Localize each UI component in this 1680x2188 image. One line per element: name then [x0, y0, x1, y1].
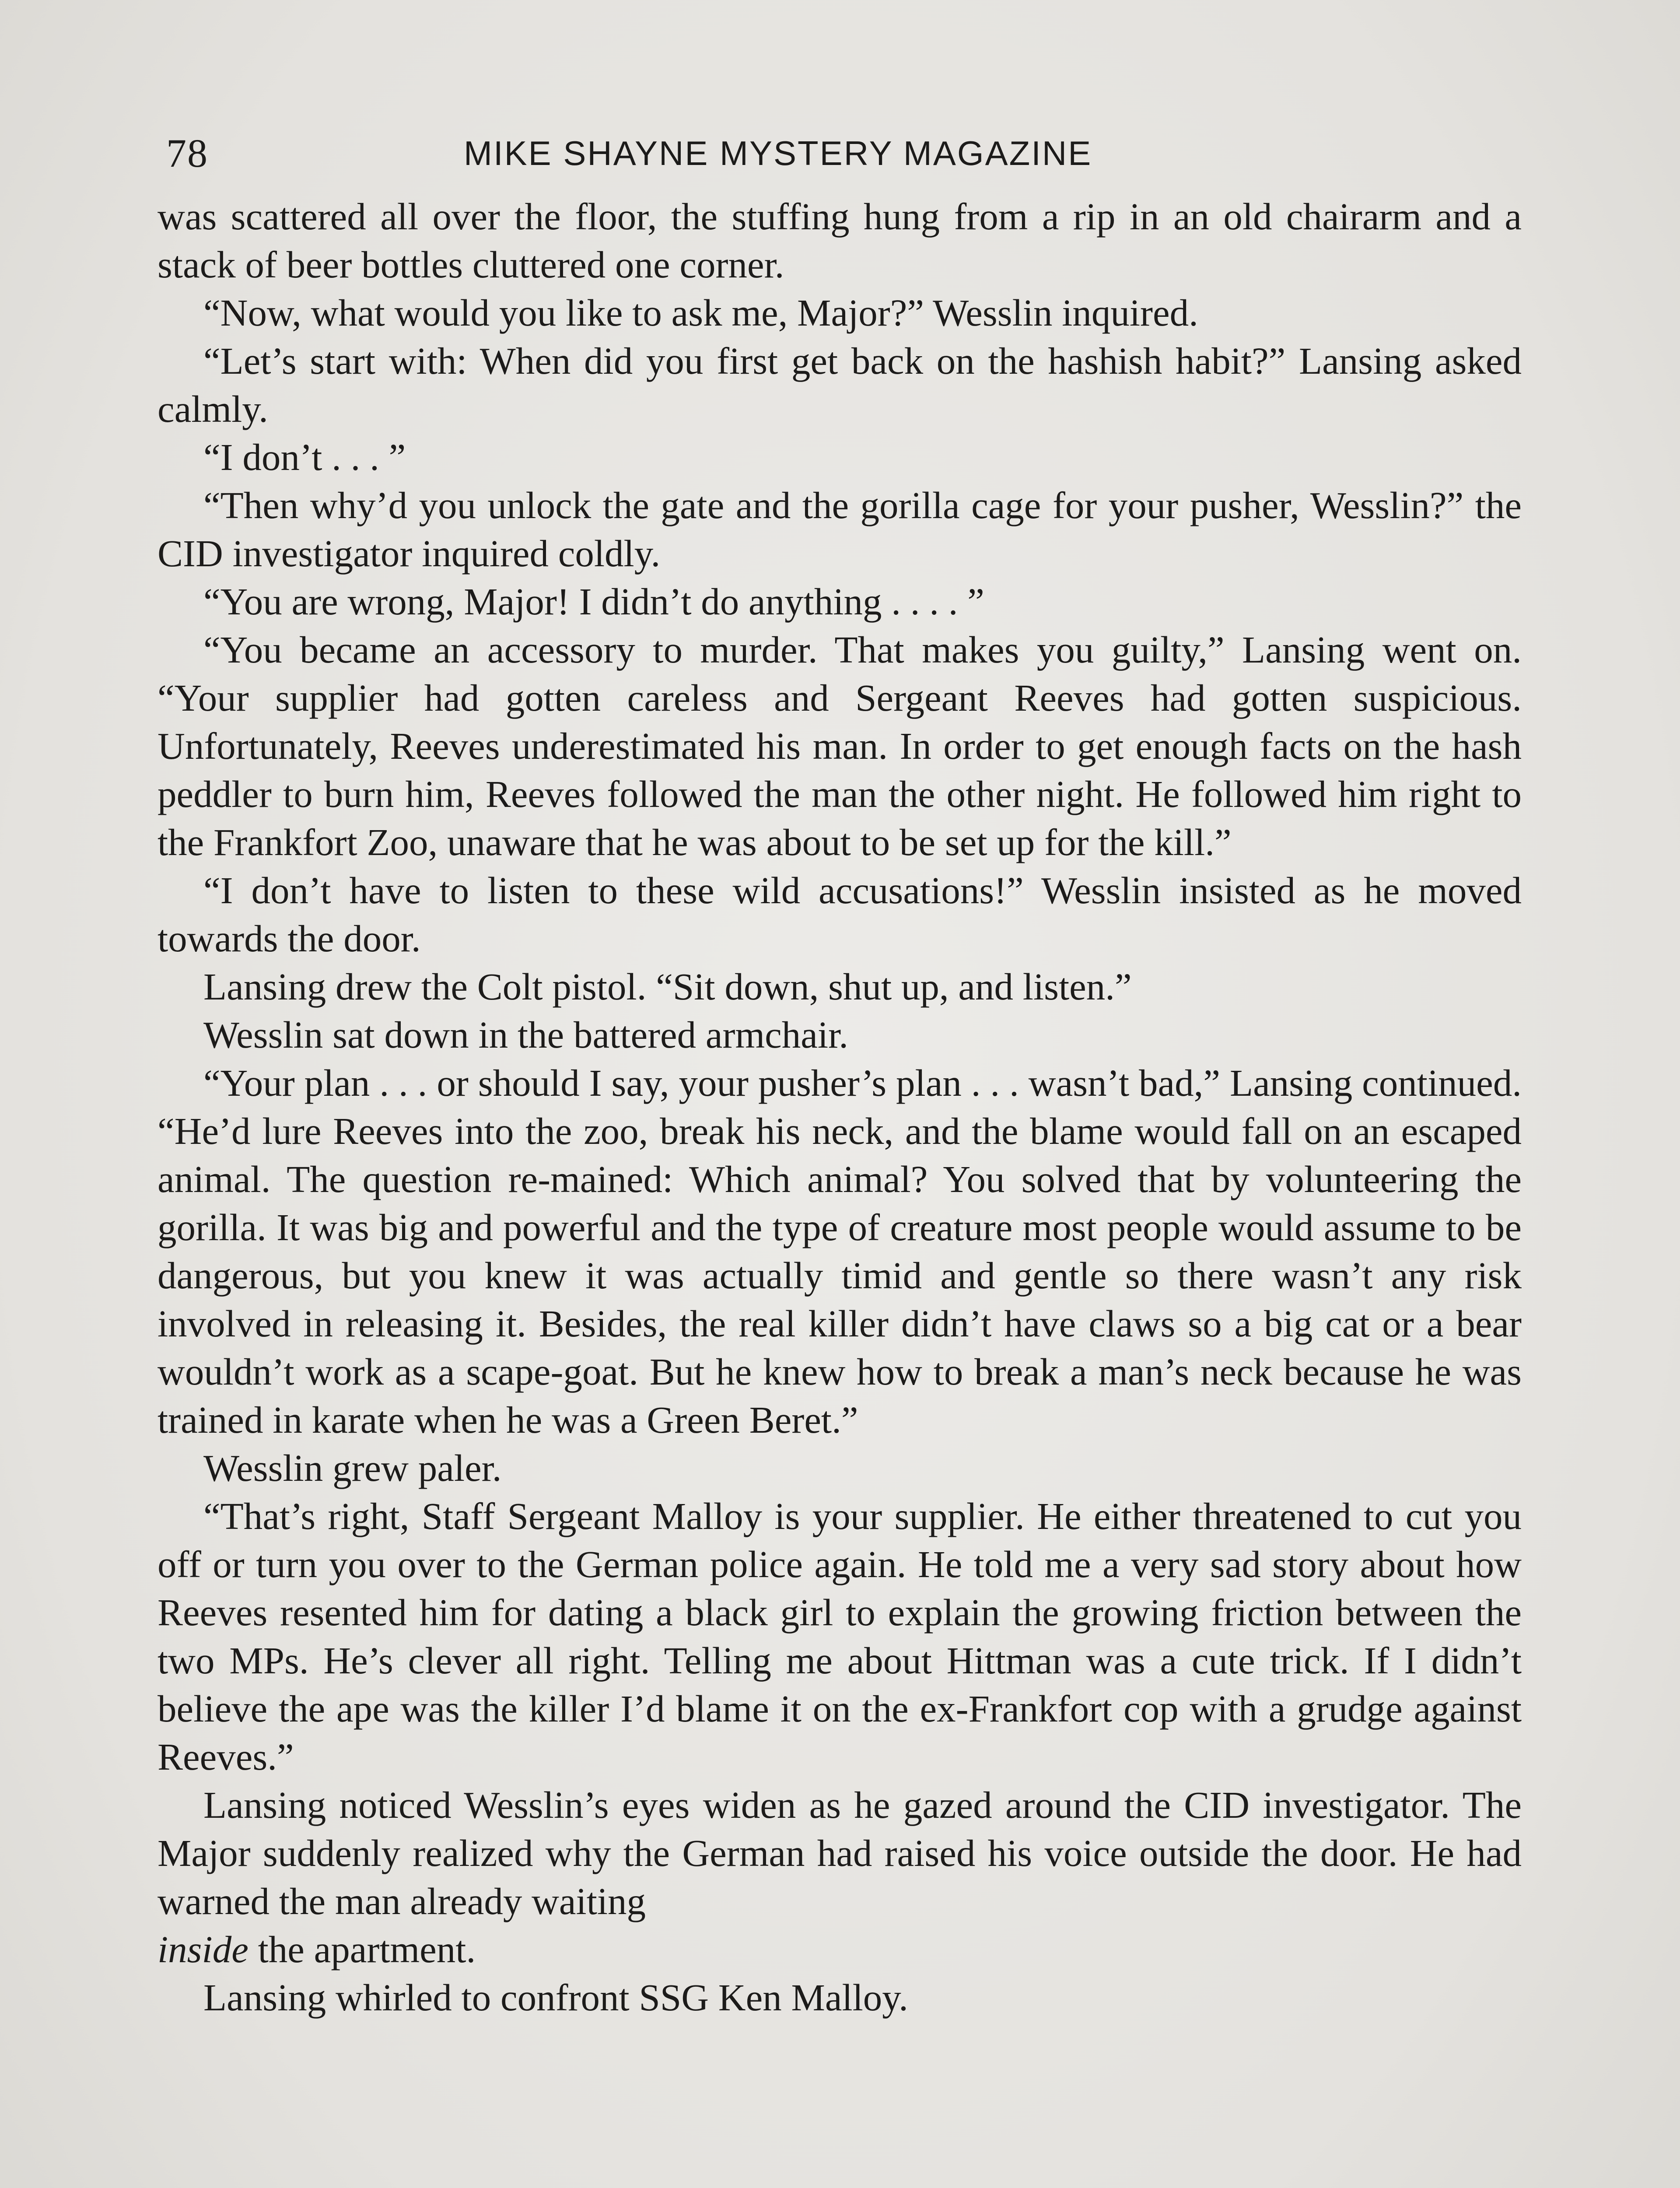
- paragraph: “That’s right, Staff Sergeant Malloy is your supplier. He either threatened to cut you off or turn you over to the German police again. He told me a very sad story about how Reeves resented him for dating a black girl to explain the growing friction between the two MPs. He’s clever all right. Telling me about Hittman was a cute trick. If I didn’t believe the ape was the killer I’d blame it on the ex-Frankfort cop with a grudge against Reeves.”: [158, 1495, 1522, 1778]
- italic-emphasis: inside: [158, 1928, 248, 1971]
- page-number: 78: [166, 131, 208, 175]
- paragraph: Wesslin grew paler.: [203, 1447, 502, 1489]
- paragraph: “I don’t . . . ”: [203, 436, 406, 478]
- paragraph: “You became an accessory to murder. That makes you guilty,” Lansing went on. “Your supplier had gotten careless and Sergeant Reeves had gotten suspicious. Unfortunately, Reeves underestimated his man. In order to get enough facts on the hash peddler to burn him, Reeves followed the man the other night. He followed him right to the Frankfort Zoo, unaware that he was about to be set up for the kill.”: [158, 628, 1522, 863]
- paragraph: “Now, what would you like to ask me, Major?” Wesslin inquired.: [203, 291, 1198, 334]
- page-header: [158, 125, 1522, 182]
- paragraph: Wesslin sat down in the battered armchair.: [203, 1013, 848, 1056]
- paragraph: [158, 1781, 1522, 1974]
- paragraph: “Then why’d you unlock the gate and the gorilla cage for your pusher, Wesslin?” the CID investigator inquired coldly.: [158, 484, 1522, 575]
- story-text: [158, 193, 1522, 2022]
- paragraph: was scattered all over the floor, the stuffing hung from a rip in an old chairarm and a stack of beer bottles cluttered one corner.: [158, 195, 1522, 286]
- paragraph: “I don’t have to listen to these wild accusations!” Wesslin insisted as he moved towards the door.: [158, 869, 1522, 960]
- paragraph: Lansing whirled to confront SSG Ken Malloy.: [203, 1976, 908, 2019]
- paragraph: “Let’s start with: When did you first get back on the hashish habit?” Lansing asked calmly.: [158, 340, 1522, 430]
- paragraph-text: the apartment.: [248, 1928, 476, 1971]
- paragraph: Lansing drew the Colt pistol. “Sit down, shut up, and listen.”: [203, 965, 1132, 1008]
- paragraph: “You are wrong, Major! I didn’t do anything . . . . ”: [203, 580, 984, 623]
- paragraph-text: Lansing noticed Wesslin’s eyes widen as he gazed around the CID investigator. The Major suddenly realized why the German had raised his voice outside the door. He had warned the man already waiting: [158, 1784, 1522, 1922]
- paragraph: “Your plan . . . or should I say, your pusher’s plan . . . wasn’t bad,” Lansing continued. “He’d lure Reeves into the zoo, break his neck, and the blame would fall on an escaped animal. The question re-mained: Which animal? You solved that by volunteering the gorilla. It was big and powerful and the type of creature most people would assume to be dangerous, but you knew it was actually timid and gentle so there wasn’t any risk involved in releasing it. Besides, the real killer didn’t have claws so a big cat or a bear wouldn’t work as a scape-goat. But he knew how to break a man’s neck because he was trained in karate when he was a Green Beret.”: [158, 1062, 1522, 1441]
- running-head: MIKE SHAYNE MYSTERY MAGAZINE: [464, 134, 1092, 172]
